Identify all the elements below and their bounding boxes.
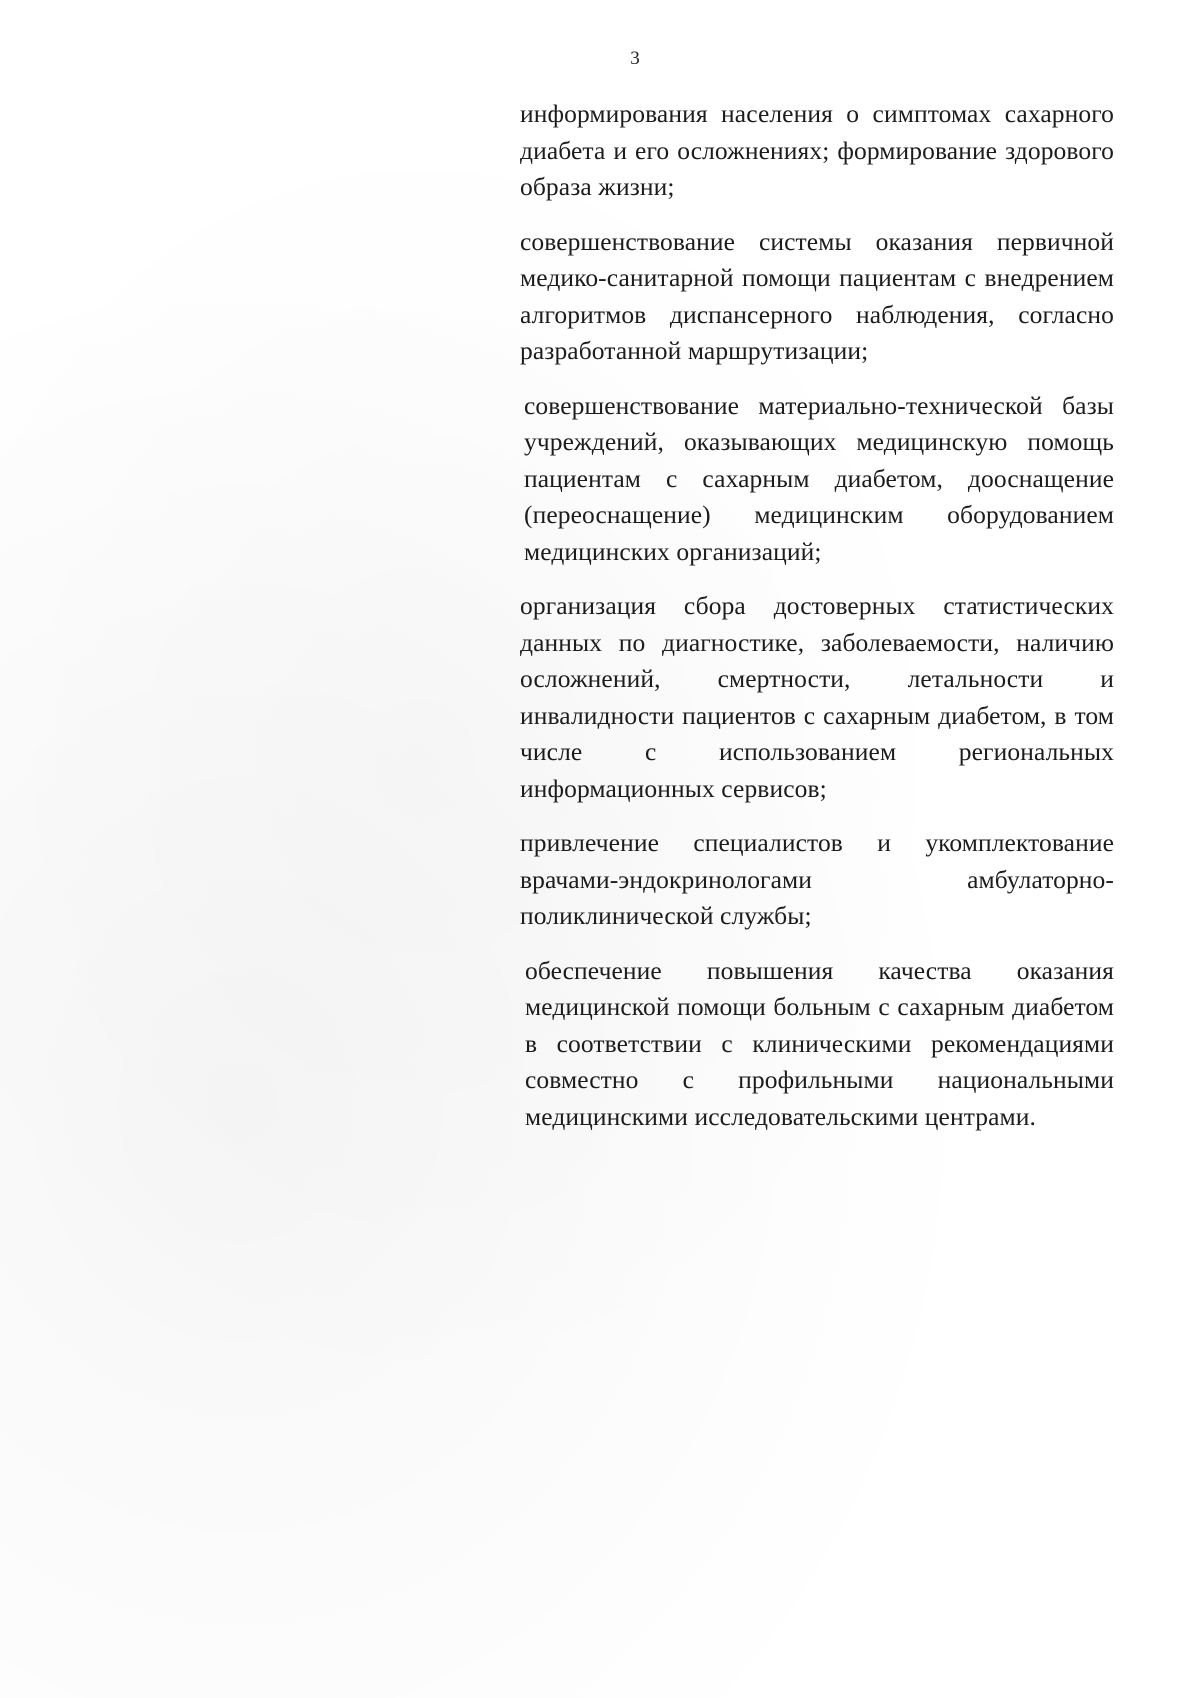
- page-number: 3: [630, 48, 640, 69]
- paragraph-quality-of-care: обеспечение повышения качества оказания медицинской помощи больным с сахарным диабетом в соответствии с клиническими рекомендациями совместно с профильными национальными медицинскими исследовательскими центрами.: [525, 955, 1114, 1131]
- document-body: [520, 96, 1114, 1153]
- paragraph-material-technical-base: совершенствование материально-технической базы учреждений, оказывающих медицинскую помощь пациентам с сахарным диабетом, дооснащение (переоснащение) медицинским оборудованием медицинских организаций;: [524, 390, 1114, 566]
- paragraph-statistics-collection: организация сбора достоверных статистических данных по диагностике, заболеваемости, наличию осложнений, смертности, летальности и инвалидности пациентов с сахарным диабетом, в том числе с использованием региональных информационных сервисов;: [520, 591, 1114, 803]
- paragraph-informing-population: информирования населения о симптомах сахарного диабета и его осложнениях; формирование здорового образа жизни;: [520, 99, 1114, 201]
- paragraph-primary-care-improvement: совершенствование системы оказания первичной медико-санитарной помощи пациентам с внедрением алгоритмов диспансерного наблюдения, согласно разработанной маршрутизации;: [520, 226, 1114, 365]
- paragraph-staffing-endocrinologists: привлечение специалистов и укомплектование врачами-эндокринологами амбулаторно-поликлинической службы;: [520, 828, 1114, 930]
